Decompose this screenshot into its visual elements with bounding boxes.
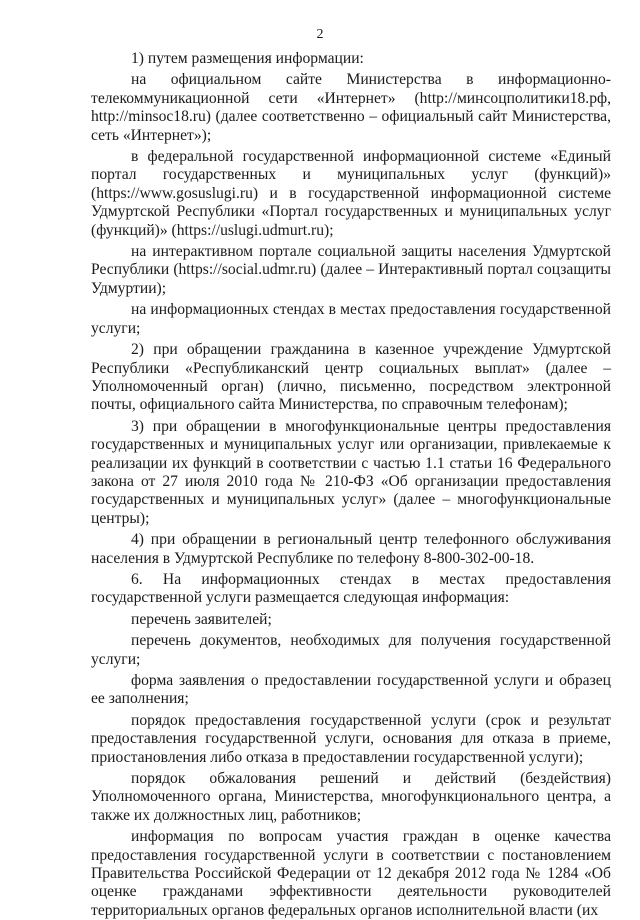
paragraph: перечень заявителей;: [131, 610, 272, 628]
paragraph: 4) при обращении в региональный центр телефонного обслуживания населения в Удмуртской Республике по телефону 8-800-302-00-18.: [91, 531, 611, 567]
paragraph: информация по вопросам участия граждан в оценке качества предоставления государственной услуги в соответствии с постановлением Правительства Российской Федерации от 12 декабря 2012 года № 1284 «Об оценке гражданами эффективности деятельности руководителей территориальных органов федеральных органов исполнительной власти (их: [91, 828, 611, 919]
paragraph: на информационных стендах в местах предоставления государственной услуги;: [91, 301, 611, 337]
paragraph: 1) путем размещения информации:: [131, 50, 364, 67]
paragraph: форма заявления о предоставлении государственной услуги и образец ее заполнения;: [91, 672, 611, 708]
document-body: [91, 50, 611, 920]
page-number: 2: [316, 27, 324, 42]
paragraph: в федеральной государственной информационной системе «Единый портал государственных и муниципальных услуг (функций)» (https://www.gosuslugi.ru) и в государственной информационной системе Удмуртской Республики «Портал государственных и муниципальных услуг (функций)» (https://uslugi.udmurt.ru);: [91, 148, 611, 239]
paragraph: порядок обжалования решений и действий (бездействия) Уполномоченного органа, Министерства, многофункционального центра, а также их должностных лиц, работников;: [91, 770, 611, 824]
paragraph: 3) при обращении в многофункциональные центры предоставления государственных и муниципальных услуг или организации, привлекаемые к реализации их функций в соответствии с частью 1.1 статьи 16 Федерального закона от 27 июля 2010 года № 210-ФЗ «Об организации предоставления государственных и муниципальных услуг» (далее – многофункциональные центры);: [91, 417, 611, 527]
paragraph: 2) при обращении гражданина в казенное учреждение Удмуртской Республики «Республиканский центр социальных выплат» (далее – Уполномоченный орган) (лично, письменно, посредством электронной почты, официального сайта Министерства, по справочным телефонам);: [91, 341, 611, 414]
paragraph: на официальном сайте Министерства в информационно-телекоммуникационной сети «Интернет» (http://минсоцполитики18.рф, http://minsoc18.ru) (далее соответственно – официальный сайт Министерства, сеть «Интернет»);: [91, 71, 611, 144]
paragraph: на интерактивном портале социальной защиты населения Удмуртской Республики (https://social.udmr.ru) (далее – Интерактивный портал соцзащиты Удмуртии);: [91, 243, 611, 297]
paragraph: перечень документов, необходимых для получения государственной услуги;: [91, 632, 611, 668]
paragraph: порядок предоставления государственной услуги (срок и результат предоставления государственной услуги, основания для отказа в приеме, приостановления либо отказа в предоставлении государственной услуги);: [91, 711, 611, 766]
paragraph: 6. На информационных стендах в местах предоставления государственной услуги размещается следующая информация:: [91, 570, 611, 607]
